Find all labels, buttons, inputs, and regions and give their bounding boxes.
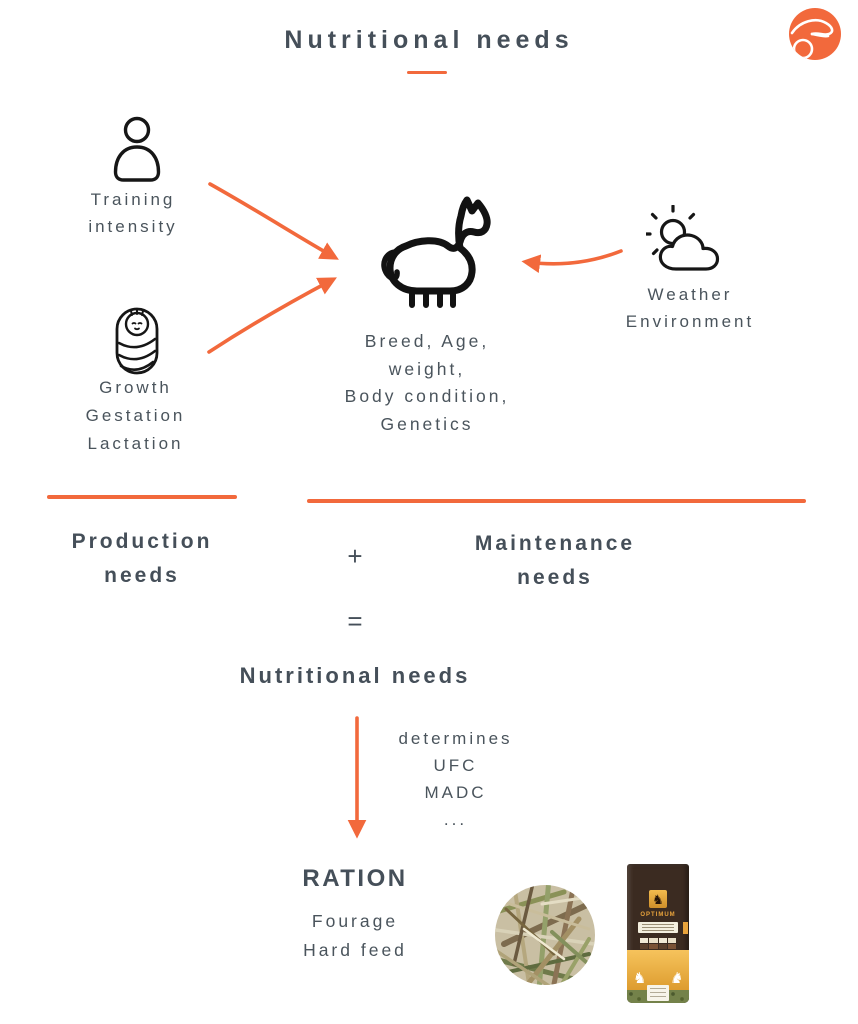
- maintenance-needs-label: [425, 527, 685, 595]
- determines-text: [383, 725, 528, 833]
- growth-gestation-lactation-label: [38, 374, 233, 458]
- weather-icon: [646, 205, 726, 280]
- ration-item-hard-feed: Hard feed: [303, 940, 407, 960]
- horse-traits-line-4: Genetics: [380, 413, 474, 434]
- nutritional-needs-result: Nutritional needs: [239, 663, 471, 688]
- growth-label-line-1: Growth: [99, 378, 172, 397]
- determines-line-4: ...: [443, 810, 468, 829]
- arrow-weather-to-horse: [527, 251, 621, 264]
- feed-bag-corner-tag: [683, 922, 688, 934]
- feed-bag-brand-label: OPTIMUM: [640, 912, 676, 918]
- horse-traits-line-1: Breed, Age,: [364, 331, 490, 351]
- weather-label-line-2: Environment: [625, 312, 755, 331]
- production-divider-line: [47, 495, 237, 499]
- production-line-2: needs: [104, 564, 180, 587]
- maintenance-divider-line: [307, 499, 806, 503]
- growth-label-line-3: Lactation: [87, 434, 184, 453]
- feed-bag-gold-band: [627, 950, 689, 990]
- training-label-line-1: Training: [90, 190, 176, 209]
- hay-photo: [494, 884, 596, 991]
- horse-icon: [360, 190, 494, 317]
- equals-operator: =: [347, 606, 363, 636]
- weather-environment-label: [595, 281, 785, 335]
- feed-bag-bottom-label: [647, 985, 669, 1001]
- feed-bag-horse-silhouette-right: ♞: [669, 970, 683, 987]
- weather-label-line-1: Weather: [647, 285, 733, 304]
- baby-icon: [110, 305, 164, 382]
- horse-traits-line-3: Body condition,: [344, 386, 510, 406]
- arrow-training-to-horse: [210, 184, 334, 257]
- maintenance-line-2: needs: [517, 566, 593, 589]
- horse-traits-text: [312, 328, 542, 438]
- ration-items: [265, 907, 445, 965]
- training-intensity-label: [58, 186, 208, 240]
- training-label-line-2: intensity: [88, 217, 178, 236]
- growth-label-line-2: Gestation: [85, 406, 186, 425]
- determines-line-3: MADC: [424, 783, 487, 802]
- feed-bag-horse-silhouette-left: ♞: [633, 970, 647, 987]
- page-title: Nutritional needs: [284, 26, 574, 54]
- feed-bag-product: [627, 864, 689, 1003]
- determines-line-1: determines: [398, 729, 513, 748]
- plus-operator: +: [347, 541, 363, 571]
- ration-item-fourage: Fourage: [311, 911, 399, 931]
- production-needs-label: [37, 525, 247, 593]
- ration-title: RATION: [302, 865, 408, 892]
- person-icon: [108, 116, 166, 189]
- production-line-1: Production: [71, 530, 213, 553]
- feed-bag-logo-icon: ♞: [649, 890, 667, 908]
- maintenance-line-1: Maintenance: [474, 532, 636, 555]
- feed-bag-description-label: [638, 922, 678, 933]
- determines-line-2: UFC: [433, 756, 478, 775]
- horse-traits-line-2: weight,: [388, 358, 466, 379]
- horse-brand-logo-icon: [788, 7, 842, 66]
- title-underline: [407, 71, 447, 74]
